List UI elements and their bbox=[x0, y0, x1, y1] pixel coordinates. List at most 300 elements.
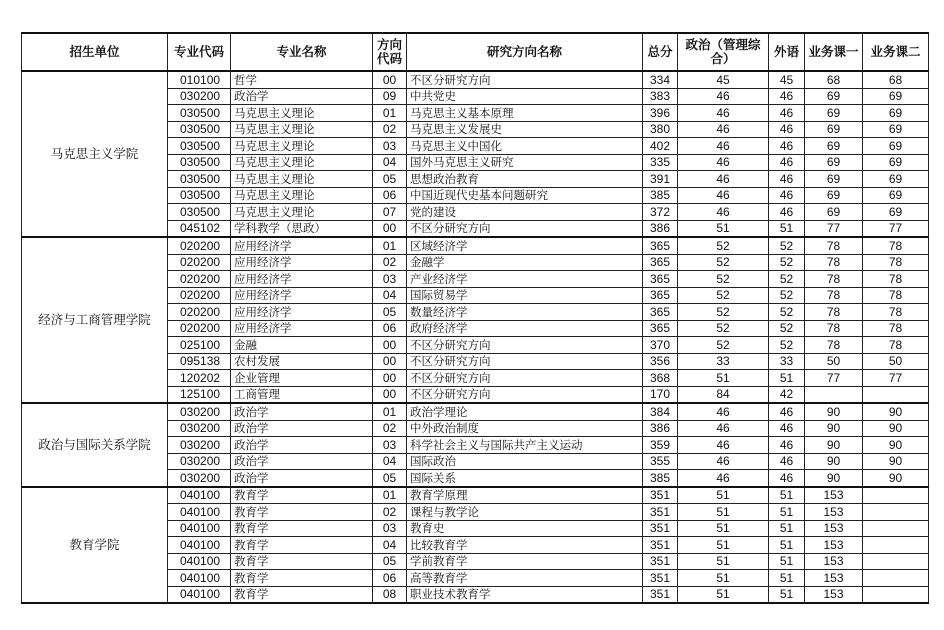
row-course1: 77 bbox=[805, 220, 863, 237]
score-table-wrapper bbox=[21, 32, 929, 604]
unit-cell: 教育学院 bbox=[22, 487, 168, 604]
row-foreign: 46 bbox=[769, 420, 805, 437]
row-dir-code: 05 bbox=[373, 304, 407, 321]
row-course2: 69 bbox=[863, 187, 929, 204]
row-dir-name: 国际贸易学 bbox=[407, 287, 643, 304]
row-code: 040100 bbox=[168, 570, 231, 587]
row-foreign: 52 bbox=[769, 254, 805, 271]
row-dir-code: 04 bbox=[373, 287, 407, 304]
row-course2: 77 bbox=[863, 370, 929, 387]
row-foreign: 46 bbox=[769, 121, 805, 138]
row-code: 040100 bbox=[168, 504, 231, 521]
row-dir-name: 思想政治教育 bbox=[407, 171, 643, 188]
row-dir-code: 00 bbox=[373, 220, 407, 237]
row-code: 020200 bbox=[168, 271, 231, 288]
row-dir-name: 不区分研究方向 bbox=[407, 353, 643, 370]
row-foreign: 46 bbox=[769, 187, 805, 204]
row-total: 356 bbox=[643, 353, 678, 370]
unit-cell: 政治与国际关系学院 bbox=[22, 403, 168, 487]
row-course1 bbox=[805, 386, 863, 403]
row-course1: 69 bbox=[805, 88, 863, 105]
row-dir-code: 05 bbox=[373, 171, 407, 188]
row-code: 020200 bbox=[168, 320, 231, 337]
row-course2: 78 bbox=[863, 337, 929, 354]
row-major-name: 企业管理 bbox=[231, 370, 373, 387]
row-politics: 51 bbox=[678, 570, 769, 587]
row-course1: 69 bbox=[805, 121, 863, 138]
row-course1: 90 bbox=[805, 403, 863, 420]
row-major-name: 应用经济学 bbox=[231, 254, 373, 271]
row-course2: 78 bbox=[863, 320, 929, 337]
row-politics: 46 bbox=[678, 88, 769, 105]
row-politics: 52 bbox=[678, 254, 769, 271]
table-body bbox=[22, 71, 929, 603]
row-politics: 51 bbox=[678, 487, 769, 504]
row-politics: 52 bbox=[678, 304, 769, 321]
row-course1: 50 bbox=[805, 353, 863, 370]
row-foreign: 46 bbox=[769, 403, 805, 420]
row-total: 351 bbox=[643, 570, 678, 587]
row-code: 030500 bbox=[168, 138, 231, 155]
row-dir-code: 05 bbox=[373, 553, 407, 570]
row-code: 040100 bbox=[168, 553, 231, 570]
row-dir-name: 课程与教学论 bbox=[407, 504, 643, 521]
row-dir-name: 区域经济学 bbox=[407, 237, 643, 254]
row-major-name: 教育学 bbox=[231, 586, 373, 603]
row-major-name: 教育学 bbox=[231, 537, 373, 554]
row-foreign: 51 bbox=[769, 520, 805, 537]
row-major-name: 教育学 bbox=[231, 487, 373, 504]
row-foreign: 42 bbox=[769, 386, 805, 403]
table-row bbox=[22, 71, 929, 88]
row-course2: 69 bbox=[863, 88, 929, 105]
row-total: 365 bbox=[643, 237, 678, 254]
row-course2: 78 bbox=[863, 237, 929, 254]
row-major-name: 工商管理 bbox=[231, 386, 373, 403]
row-dir-code: 08 bbox=[373, 586, 407, 603]
row-dir-code: 03 bbox=[373, 520, 407, 537]
row-major-name: 学科教学（思政） bbox=[231, 220, 373, 237]
row-course2: 78 bbox=[863, 254, 929, 271]
row-code: 040100 bbox=[168, 537, 231, 554]
row-foreign: 51 bbox=[769, 504, 805, 521]
row-foreign: 52 bbox=[769, 237, 805, 254]
row-code: 010100 bbox=[168, 71, 231, 88]
row-dir-name: 金融学 bbox=[407, 254, 643, 271]
row-politics: 46 bbox=[678, 121, 769, 138]
row-course2 bbox=[863, 520, 929, 537]
row-dir-code: 01 bbox=[373, 403, 407, 420]
row-course2: 90 bbox=[863, 403, 929, 420]
row-total: 351 bbox=[643, 586, 678, 603]
row-foreign: 46 bbox=[769, 171, 805, 188]
row-politics: 46 bbox=[678, 138, 769, 155]
row-course2 bbox=[863, 504, 929, 521]
row-foreign: 52 bbox=[769, 320, 805, 337]
row-course2: 90 bbox=[863, 453, 929, 470]
row-total: 351 bbox=[643, 537, 678, 554]
row-politics: 51 bbox=[678, 220, 769, 237]
header-unit: 招生单位 bbox=[22, 33, 168, 71]
row-dir-name: 高等教育学 bbox=[407, 570, 643, 587]
row-politics: 51 bbox=[678, 586, 769, 603]
row-major-name: 应用经济学 bbox=[231, 304, 373, 321]
row-course2: 78 bbox=[863, 271, 929, 288]
row-course1: 78 bbox=[805, 271, 863, 288]
row-course2: 90 bbox=[863, 420, 929, 437]
row-course1: 153 bbox=[805, 504, 863, 521]
row-dir-code: 03 bbox=[373, 437, 407, 454]
row-code: 030500 bbox=[168, 204, 231, 221]
row-foreign: 46 bbox=[769, 105, 805, 122]
header-foreign: 外语 bbox=[769, 33, 805, 71]
row-dir-name: 中共党史 bbox=[407, 88, 643, 105]
row-dir-name: 马克思主义发展史 bbox=[407, 121, 643, 138]
row-total: 372 bbox=[643, 204, 678, 221]
row-major-name: 应用经济学 bbox=[231, 320, 373, 337]
row-total: 365 bbox=[643, 271, 678, 288]
row-politics: 52 bbox=[678, 237, 769, 254]
row-politics: 52 bbox=[678, 271, 769, 288]
header-code: 专业代码 bbox=[168, 33, 231, 71]
row-politics: 52 bbox=[678, 337, 769, 354]
row-dir-name: 中国近现代史基本问题研究 bbox=[407, 187, 643, 204]
row-major-name: 政治学 bbox=[231, 470, 373, 487]
row-major-name: 马克思主义理论 bbox=[231, 204, 373, 221]
row-code: 020200 bbox=[168, 254, 231, 271]
row-total: 365 bbox=[643, 254, 678, 271]
row-major-name: 教育学 bbox=[231, 504, 373, 521]
row-code: 020200 bbox=[168, 304, 231, 321]
row-dir-name: 职业技术教育学 bbox=[407, 586, 643, 603]
row-dir-name: 不区分研究方向 bbox=[407, 220, 643, 237]
row-total: 351 bbox=[643, 487, 678, 504]
row-code: 030500 bbox=[168, 171, 231, 188]
table-row bbox=[22, 403, 929, 420]
row-course2 bbox=[863, 586, 929, 603]
row-foreign: 52 bbox=[769, 304, 805, 321]
row-code: 030200 bbox=[168, 403, 231, 420]
row-course2: 78 bbox=[863, 304, 929, 321]
row-politics: 46 bbox=[678, 437, 769, 454]
row-code: 040100 bbox=[168, 487, 231, 504]
row-dir-code: 03 bbox=[373, 271, 407, 288]
row-politics: 46 bbox=[678, 187, 769, 204]
row-foreign: 33 bbox=[769, 353, 805, 370]
row-dir-code: 03 bbox=[373, 138, 407, 155]
row-total: 386 bbox=[643, 420, 678, 437]
row-course1: 69 bbox=[805, 187, 863, 204]
row-dir-code: 06 bbox=[373, 320, 407, 337]
row-total: 351 bbox=[643, 520, 678, 537]
row-course2: 50 bbox=[863, 353, 929, 370]
row-code: 040100 bbox=[168, 520, 231, 537]
header-dir-name: 研究方向名称 bbox=[407, 33, 643, 71]
row-major-name: 金融 bbox=[231, 337, 373, 354]
row-politics: 46 bbox=[678, 403, 769, 420]
row-total: 368 bbox=[643, 370, 678, 387]
row-major-name: 马克思主义理论 bbox=[231, 138, 373, 155]
row-major-name: 应用经济学 bbox=[231, 287, 373, 304]
header-name: 专业名称 bbox=[231, 33, 373, 71]
row-dir-name: 政府经济学 bbox=[407, 320, 643, 337]
row-politics: 46 bbox=[678, 420, 769, 437]
row-code: 030200 bbox=[168, 420, 231, 437]
row-course1: 77 bbox=[805, 370, 863, 387]
row-foreign: 51 bbox=[769, 553, 805, 570]
row-code: 030200 bbox=[168, 470, 231, 487]
row-course2: 90 bbox=[863, 437, 929, 454]
row-course1: 78 bbox=[805, 254, 863, 271]
score-table bbox=[21, 32, 929, 604]
row-code: 030500 bbox=[168, 105, 231, 122]
row-dir-code: 02 bbox=[373, 121, 407, 138]
row-politics: 51 bbox=[678, 504, 769, 521]
row-course1: 90 bbox=[805, 420, 863, 437]
row-dir-name: 国际政治 bbox=[407, 453, 643, 470]
row-foreign: 51 bbox=[769, 537, 805, 554]
row-code: 030200 bbox=[168, 437, 231, 454]
row-dir-code: 01 bbox=[373, 487, 407, 504]
row-total: 335 bbox=[643, 154, 678, 171]
row-course2: 69 bbox=[863, 138, 929, 155]
table-header bbox=[22, 33, 929, 71]
row-course2 bbox=[863, 537, 929, 554]
row-major-name: 政治学 bbox=[231, 437, 373, 454]
row-course2: 90 bbox=[863, 470, 929, 487]
row-dir-name: 科学社会主义与国际共产主义运动 bbox=[407, 437, 643, 454]
row-dir-name: 学前教育学 bbox=[407, 553, 643, 570]
row-course2: 69 bbox=[863, 105, 929, 122]
row-code: 030500 bbox=[168, 121, 231, 138]
row-dir-code: 04 bbox=[373, 453, 407, 470]
row-dir-name: 教育史 bbox=[407, 520, 643, 537]
row-dir-name: 不区分研究方向 bbox=[407, 337, 643, 354]
row-major-name: 马克思主义理论 bbox=[231, 171, 373, 188]
row-course1: 78 bbox=[805, 304, 863, 321]
row-foreign: 46 bbox=[769, 88, 805, 105]
row-dir-code: 07 bbox=[373, 204, 407, 221]
row-dir-name: 教育学原理 bbox=[407, 487, 643, 504]
row-total: 365 bbox=[643, 320, 678, 337]
row-course1: 90 bbox=[805, 453, 863, 470]
row-dir-name: 产业经济学 bbox=[407, 271, 643, 288]
row-dir-code: 06 bbox=[373, 570, 407, 587]
row-course1: 78 bbox=[805, 237, 863, 254]
row-code: 030200 bbox=[168, 453, 231, 470]
row-politics: 45 bbox=[678, 71, 769, 88]
table-row bbox=[22, 487, 929, 504]
row-total: 365 bbox=[643, 287, 678, 304]
row-politics: 46 bbox=[678, 453, 769, 470]
row-foreign: 52 bbox=[769, 337, 805, 354]
row-code: 040100 bbox=[168, 586, 231, 603]
row-total: 334 bbox=[643, 71, 678, 88]
row-course2: 77 bbox=[863, 220, 929, 237]
row-total: 170 bbox=[643, 386, 678, 403]
row-course1: 153 bbox=[805, 586, 863, 603]
table-row bbox=[22, 237, 929, 254]
row-politics: 51 bbox=[678, 553, 769, 570]
row-code: 045102 bbox=[168, 220, 231, 237]
unit-cell: 马克思主义学院 bbox=[22, 71, 168, 237]
row-dir-code: 05 bbox=[373, 470, 407, 487]
row-foreign: 51 bbox=[769, 570, 805, 587]
row-course1: 153 bbox=[805, 520, 863, 537]
row-dir-name: 马克思主义中国化 bbox=[407, 138, 643, 155]
row-dir-name: 不区分研究方向 bbox=[407, 386, 643, 403]
row-politics: 84 bbox=[678, 386, 769, 403]
row-foreign: 52 bbox=[769, 287, 805, 304]
row-major-name: 教育学 bbox=[231, 553, 373, 570]
row-major-name: 马克思主义理论 bbox=[231, 105, 373, 122]
row-foreign: 46 bbox=[769, 138, 805, 155]
row-course1: 153 bbox=[805, 570, 863, 587]
row-course2: 69 bbox=[863, 204, 929, 221]
row-dir-code: 00 bbox=[373, 337, 407, 354]
row-course2: 69 bbox=[863, 121, 929, 138]
row-course1: 90 bbox=[805, 437, 863, 454]
row-politics: 51 bbox=[678, 537, 769, 554]
row-course2: 78 bbox=[863, 287, 929, 304]
row-total: 370 bbox=[643, 337, 678, 354]
row-politics: 51 bbox=[678, 370, 769, 387]
row-total: 396 bbox=[643, 105, 678, 122]
row-code: 030500 bbox=[168, 187, 231, 204]
row-course1: 69 bbox=[805, 171, 863, 188]
row-dir-code: 00 bbox=[373, 71, 407, 88]
row-total: 384 bbox=[643, 403, 678, 420]
row-course2: 69 bbox=[863, 171, 929, 188]
row-dir-code: 04 bbox=[373, 537, 407, 554]
row-total: 380 bbox=[643, 121, 678, 138]
row-course1: 78 bbox=[805, 337, 863, 354]
row-major-name: 马克思主义理论 bbox=[231, 154, 373, 171]
row-course1: 153 bbox=[805, 487, 863, 504]
row-foreign: 46 bbox=[769, 470, 805, 487]
row-major-name: 教育学 bbox=[231, 520, 373, 537]
row-dir-code: 02 bbox=[373, 420, 407, 437]
row-course1: 69 bbox=[805, 204, 863, 221]
row-total: 386 bbox=[643, 220, 678, 237]
header-course2: 业务课二 bbox=[863, 33, 929, 71]
row-course1: 69 bbox=[805, 105, 863, 122]
row-course2 bbox=[863, 553, 929, 570]
row-code: 125100 bbox=[168, 386, 231, 403]
row-major-name: 马克思主义理论 bbox=[231, 121, 373, 138]
row-major-name: 政治学 bbox=[231, 420, 373, 437]
row-course1: 78 bbox=[805, 320, 863, 337]
row-dir-name: 马克思主义基本原理 bbox=[407, 105, 643, 122]
row-major-name: 政治学 bbox=[231, 453, 373, 470]
row-politics: 52 bbox=[678, 320, 769, 337]
row-course2 bbox=[863, 570, 929, 587]
row-total: 402 bbox=[643, 138, 678, 155]
row-dir-name: 数量经济学 bbox=[407, 304, 643, 321]
row-foreign: 45 bbox=[769, 71, 805, 88]
row-politics: 46 bbox=[678, 105, 769, 122]
row-dir-code: 02 bbox=[373, 504, 407, 521]
row-foreign: 46 bbox=[769, 204, 805, 221]
row-code: 030200 bbox=[168, 88, 231, 105]
row-foreign: 51 bbox=[769, 586, 805, 603]
unit-cell: 经济与工商管理学院 bbox=[22, 237, 168, 403]
row-politics: 46 bbox=[678, 204, 769, 221]
row-dir-code: 09 bbox=[373, 88, 407, 105]
row-code: 025100 bbox=[168, 337, 231, 354]
row-dir-name: 不区分研究方向 bbox=[407, 370, 643, 387]
row-dir-name: 党的建设 bbox=[407, 204, 643, 221]
row-total: 351 bbox=[643, 504, 678, 521]
row-major-name: 教育学 bbox=[231, 570, 373, 587]
row-course1: 78 bbox=[805, 287, 863, 304]
row-major-name: 哲学 bbox=[231, 71, 373, 88]
row-major-name: 应用经济学 bbox=[231, 237, 373, 254]
row-politics: 33 bbox=[678, 353, 769, 370]
row-course2 bbox=[863, 386, 929, 403]
row-total: 383 bbox=[643, 88, 678, 105]
header-course1: 业务课一 bbox=[805, 33, 863, 71]
row-foreign: 46 bbox=[769, 154, 805, 171]
row-course2 bbox=[863, 487, 929, 504]
row-politics: 46 bbox=[678, 470, 769, 487]
row-dir-code: 00 bbox=[373, 353, 407, 370]
header-politics: 政治（管理综合） bbox=[678, 33, 769, 71]
row-course1: 69 bbox=[805, 154, 863, 171]
row-dir-code: 01 bbox=[373, 237, 407, 254]
row-total: 391 bbox=[643, 171, 678, 188]
row-course1: 153 bbox=[805, 553, 863, 570]
row-course1: 68 bbox=[805, 71, 863, 88]
row-total: 351 bbox=[643, 553, 678, 570]
row-major-name: 政治学 bbox=[231, 88, 373, 105]
row-total: 385 bbox=[643, 470, 678, 487]
row-dir-name: 中外政治制度 bbox=[407, 420, 643, 437]
row-course2: 69 bbox=[863, 154, 929, 171]
row-course1: 90 bbox=[805, 470, 863, 487]
row-major-name: 马克思主义理论 bbox=[231, 187, 373, 204]
row-politics: 52 bbox=[678, 287, 769, 304]
row-dir-code: 02 bbox=[373, 254, 407, 271]
row-dir-name: 比较教育学 bbox=[407, 537, 643, 554]
row-politics: 46 bbox=[678, 154, 769, 171]
row-foreign: 51 bbox=[769, 370, 805, 387]
header-dir-code: 方向代码 bbox=[373, 33, 407, 71]
row-major-name: 应用经济学 bbox=[231, 271, 373, 288]
row-course1: 153 bbox=[805, 537, 863, 554]
row-course2: 68 bbox=[863, 71, 929, 88]
row-dir-name: 国际关系 bbox=[407, 470, 643, 487]
row-total: 365 bbox=[643, 304, 678, 321]
row-dir-name: 国外马克思主义研究 bbox=[407, 154, 643, 171]
row-foreign: 51 bbox=[769, 487, 805, 504]
row-code: 020200 bbox=[168, 287, 231, 304]
row-total: 359 bbox=[643, 437, 678, 454]
row-dir-code: 01 bbox=[373, 105, 407, 122]
row-total: 355 bbox=[643, 453, 678, 470]
row-code: 020200 bbox=[168, 237, 231, 254]
row-code: 120202 bbox=[168, 370, 231, 387]
row-major-name: 政治学 bbox=[231, 403, 373, 420]
row-code: 030500 bbox=[168, 154, 231, 171]
row-politics: 46 bbox=[678, 171, 769, 188]
row-foreign: 52 bbox=[769, 271, 805, 288]
row-course1: 69 bbox=[805, 138, 863, 155]
row-dir-code: 00 bbox=[373, 386, 407, 403]
row-total: 385 bbox=[643, 187, 678, 204]
row-major-name: 农村发展 bbox=[231, 353, 373, 370]
row-dir-code: 04 bbox=[373, 154, 407, 171]
